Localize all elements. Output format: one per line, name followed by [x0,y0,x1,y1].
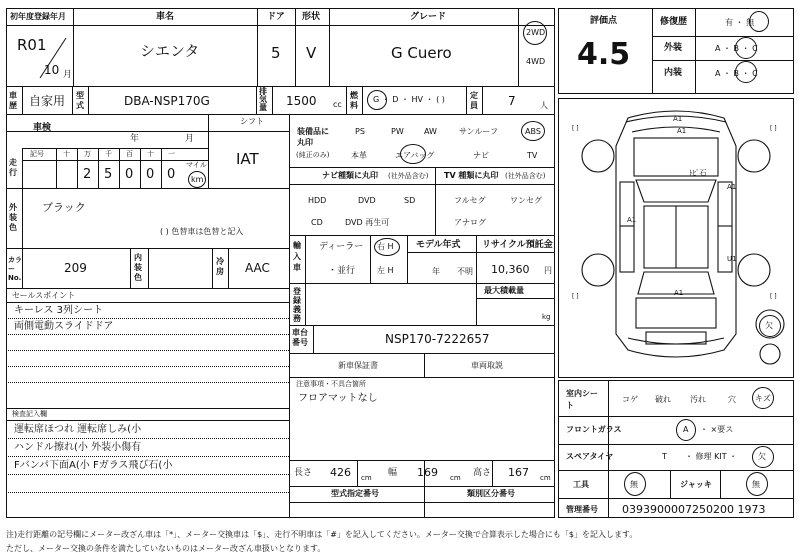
grade-label: グレード [410,12,447,22]
doors-value: 5 [271,44,281,62]
score-value: 4.5 [577,37,631,72]
tools-value: 無 [630,480,638,489]
interior-circle [735,61,757,83]
capacity-value: 7 [508,94,516,108]
equip-tv: TV [527,151,538,160]
mileage-digit: 2 [83,167,92,182]
inspector-line-3: Fバンパ下面A(小 Fガラス飛び石(小 [14,460,173,471]
navi-cd: CD [311,218,323,227]
mileage-digit-label: 万 [84,150,91,158]
notes-value: フロアマットなし [298,393,378,404]
mileage-code-label: 記号 [30,150,44,158]
tv-fullseg: フルセグ [454,196,486,205]
interior-sheet-label: 室内シート [566,389,598,410]
inspector-label: 検査記入欄 [12,410,47,418]
tv-label: TV 種類に丸印 [444,171,499,180]
sheet-hole: 穴 [728,395,736,404]
equip-ps: PS [355,127,365,136]
dealer-label: ディーラー [319,242,364,252]
height-unit: cm [540,474,551,482]
color-label: 外装色 [9,203,17,232]
car-diagram [558,98,794,378]
first-registration-era: R01 [17,36,47,54]
width-label: 幅 [388,468,398,478]
tools-label: 工具 [573,480,589,489]
missing-mark: 欠 [765,321,773,330]
sheet-tear: 破れ [655,395,671,404]
svg-text:[ ]: [ ] [572,125,579,132]
capacity-unit: 人 [540,101,548,110]
width-unit: cm [450,474,461,482]
interior-label: 内装 [664,68,683,78]
inspector-line-1: 運転席ほつれ 運転席しみ(小 [14,424,142,435]
type-no-label: 型式指定番号 [331,489,379,498]
shaken-label: 車検 [33,123,52,133]
equip-leather: 本革 [351,151,367,160]
damage-mark-rear: A1 [674,289,684,297]
first-registration-month: 10 [44,63,60,77]
chassis-value: NSP170-7222657 [385,332,490,346]
mileage-digit-label: 十 [63,150,70,158]
shift-label: シフト [240,117,264,126]
jack-label: ジャッキ [680,480,712,489]
windshield-label: フロントガラス [566,425,622,434]
doors-label: ドア [267,12,285,22]
drive-2wd: 2WD [526,28,546,37]
registration-label: 登録義務 [293,287,301,323]
shaken-month-unit: 月 [185,134,195,144]
import-label: 輸入車 [293,241,301,272]
shift-value: IAT [236,150,259,168]
equip-pw: PW [391,127,404,136]
equip-abs: ABS [525,127,541,136]
left-h: 左 H [377,266,394,275]
model-name: シエンタ [140,42,200,60]
right-h: 右 H [377,242,394,251]
repair-options: 有 ・ 無 [725,18,755,27]
footer-note-1: 注)走行距離の記号欄にメーター改ざん車は「*」、メーター交換車は「$」、走行不明車は「#」を記入してください。メーター交換で合算表示した場合にも「$」を記入します。 [6,530,638,539]
color-code-label: カラーNo. [8,256,22,282]
fuel-options: G ・ D ・ HV ・ ( ) [373,95,445,104]
class-no-label: 類別区分番号 [467,489,515,498]
exterior-label: 外装 [664,43,683,53]
sheet-scratch: キズ [755,394,771,403]
height-value: 167 [508,466,529,479]
sheet-stain: 汚れ [690,395,706,404]
drive-4wd: 4WD [526,57,546,66]
length-unit: cm [361,474,372,482]
model-year-label: モデル年式 [416,240,461,250]
damage-mark-left: A1 [627,216,637,224]
spare-kit: ・ 修理 KIT ・ [685,452,738,461]
parallel-label: ・並行 [328,266,356,276]
damage-mark-bumper: A1 [677,127,687,135]
mileage-label: 走行 [9,158,17,177]
model-name-label: 車名 [156,12,175,22]
model-year-unknown: 不明 [457,267,473,276]
color-value: ブラック [42,201,86,214]
fuel-label: 燃料 [350,91,358,110]
km-unit: km [191,175,204,184]
displacement-unit: cc [333,100,342,109]
manual-label: 車両取説 [471,361,503,370]
svg-text:[ ]: [ ] [572,293,579,300]
aircon-label: 冷房 [216,257,224,276]
color-note: ( ) 色替車は色替と記入 [160,227,244,236]
navi-label: ナビ種類に丸印 [322,171,378,180]
displacement-label: 排気量 [259,87,267,112]
damage-mark-chip: ﾄﾋﾞ石 [689,169,707,177]
spare-missing: 欠 [758,452,766,461]
height-label: 高さ [473,468,492,478]
grade-value: G Cuero [391,44,452,62]
exterior-circle [735,37,757,59]
repair-circle [749,11,769,32]
jack-value: 無 [752,480,760,489]
notes-label: 注意事項・不具合箇所 [296,380,366,388]
color-code-value: 209 [64,261,87,275]
shape-value: V [306,44,317,62]
mileage-digit: 0 [167,167,176,182]
shape-label: 形状 [302,12,321,22]
mile-unit: マイル [186,161,207,169]
damage-mark-rear-right: U1 [727,255,737,263]
shaken-year-unit: 年 [130,134,140,144]
capacity-label: 定員 [470,91,478,110]
control-label: 管理番号 [566,505,598,514]
equip-sunroof: サンルーフ [459,127,498,136]
navi-sd: SD [404,196,416,205]
max-load-unit: kg [542,313,551,321]
navi-dvd: DVD [358,196,376,205]
tv-analog: アナログ [454,218,486,227]
sales-point-line-1: キーレス 3列シート [14,305,104,316]
usage-value: 自家用 [29,94,66,108]
svg-text:[ ]: [ ] [770,293,777,300]
month-unit: 月 [63,70,73,80]
chassis-label: 車台番号 [292,328,308,347]
sales-point-line-2: 両側電動スライドドア [14,321,114,332]
mileage-digit-label: 十 [147,150,154,158]
usage-label: 車歴 [9,91,17,110]
mileage-digit: 0 [146,167,155,182]
mileage-digit-label: 一 [168,150,175,158]
length-value: 426 [330,466,351,479]
interior-options: A ・ B ・ C [715,69,758,78]
mileage-digit-label: 百 [126,150,133,158]
tv-oneseg: ワンセグ [510,196,542,205]
recycle-unit: 円 [544,266,552,275]
max-load-label: 最大積載量 [484,286,524,295]
equip-navi: ナビ [473,151,489,160]
repair-label: 修復歴 [660,17,688,27]
mileage-digit-label: 千 [105,150,112,158]
footer-note-2: ただし、メーター交換の条件を満たしていないものはメーター改ざん車扱いとなります。 [6,544,326,553]
model-year-unit: 年 [432,267,440,276]
damage-mark-front: A1 [673,115,683,123]
equipment-sublabel: (純正のみ) [296,151,330,159]
mileage-digit: 0 [125,167,134,182]
navi-dvd-play: DVD 再生可 [345,218,390,227]
exterior-options: A ・ B ・ C [715,44,758,53]
equip-airbag: エアバッグ [395,151,435,160]
interior-color-label: 内装色 [134,253,142,282]
width-value: 169 [417,466,438,479]
type-value: DBA-NSP170G [124,94,210,108]
navi-note: (社外品含む) [388,172,429,180]
windshield-other: ・ ×要ス [700,425,734,434]
warranty-label: 新車保証書 [338,361,378,370]
first-registration-label: 初年度登録年月 [10,12,66,21]
displacement-value: 1500 [286,94,317,108]
length-label: 長さ [294,468,313,478]
recycle-value: 10,360 [491,263,530,276]
svg-text:[ ]: [ ] [770,125,777,132]
type-label: 型式 [76,91,84,110]
inspector-line-2: ハンドル擦れ(小 外装小傷有 [14,442,142,453]
control-value: 0393900007250200 1973 [622,503,766,516]
damage-mark-right: A1 [727,183,737,191]
equip-aw: AW [424,127,437,136]
navi-hdd: HDD [308,196,327,205]
tv-note: (社外品含む) [505,172,546,180]
sales-points-label: セールスポイント [12,291,76,300]
equipment-label: 装備品に丸印 [297,127,329,147]
score-label: 評価点 [590,16,618,26]
aircon-value: AAC [245,261,270,275]
mileage-digit: 5 [104,167,113,182]
spare-label: スペアタイヤ [566,452,614,461]
windshield-a: A [683,425,689,434]
spare-t: T [662,452,667,461]
sheet-burn: コゲ [622,395,638,404]
recycle-label: リサイクル預託金 [482,240,553,250]
